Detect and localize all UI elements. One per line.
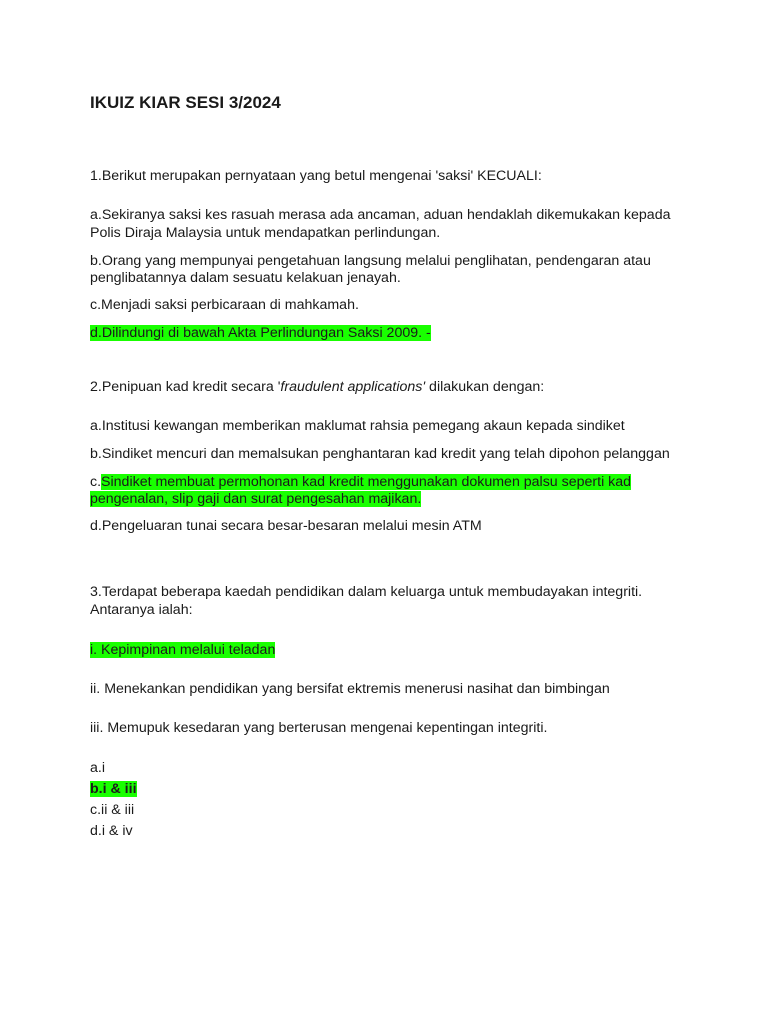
q2-stem-pre: 2.Penipuan kad kredit secara ' — [90, 379, 281, 395]
q2-option-d: d.Pengeluaran tunai secara besar-besaran melalui mesin ATM — [90, 518, 482, 534]
q2-option-a: a.Institusi kewangan memberikan maklumat rahsia pemegang akaun kepada sindiket — [90, 418, 625, 434]
q2-option-c-line2 — [90, 491, 421, 508]
q1-option-d-highlight: d.Dilindungi di bawah Akta Perlindungan Saksi 2009. - — [90, 325, 431, 341]
q2-option-c-highlight-2: pengenalan, slip gaji dan surat pengesahan majikan. — [90, 491, 422, 507]
document-title: IKUIZ KIAR SESI 3/2024 — [90, 93, 281, 112]
q1-option-d — [90, 325, 431, 342]
q3-stem-line2: Antaranya ialah: — [90, 602, 193, 618]
q1-option-a-line1: a.Sekiranya saksi kes rasuah merasa ada ancaman, aduan hendaklah dikemukakan kepada — [90, 207, 671, 223]
q2-option-c-line1 — [90, 474, 631, 491]
q3-option-b-highlight: b.i & iii — [90, 781, 137, 797]
q3-option-d: d.i & iv — [90, 823, 133, 839]
q3-item-iii: iii. Memupuk kesedaran yang berterusan mengenai kepentingan integriti. — [90, 720, 548, 736]
q1-option-a-line2: Polis Diraja Malaysia untuk mendapatkan perlindungan. — [90, 225, 441, 241]
q2-stem — [90, 379, 544, 396]
q1-stem: 1.Berikut merupakan pernyataan yang betul mengenai 'saksi' KECUALI: — [90, 168, 542, 184]
q2-stem-italic: fraudulent applications' — [280, 379, 426, 395]
q1-option-b-line2: penglibatannya dalam sesuatu kelakuan jenayah. — [90, 270, 401, 286]
q3-option-a: a.i — [90, 760, 105, 776]
q2-option-c-highlight-1: Sindiket membuat permohonan kad kredit menggunakan dokumen palsu seperti kad — [101, 474, 632, 490]
q3-item-i — [90, 642, 275, 659]
q2-stem-post: dilakukan dengan: — [425, 379, 545, 395]
q1-option-b-line1: b.Orang yang mempunyai pengetahuan langsung melalui penglihatan, pendengaran atau — [90, 253, 651, 269]
q2-option-b: b.Sindiket mencuri dan memalsukan penghantaran kad kredit yang telah dipohon pelanggan — [90, 446, 670, 462]
q3-option-b — [90, 781, 137, 798]
q3-item-i-highlight: i. Kepimpinan melalui teladan — [90, 642, 276, 658]
q3-item-ii: ii. Menekankan pendidikan yang bersifat ektremis menerusi nasihat dan bimbingan — [90, 681, 610, 697]
q3-stem-line1: 3.Terdapat beberapa kaedah pendidikan dalam keluarga untuk membudayakan integriti. — [90, 584, 643, 600]
q1-option-c: c.Menjadi saksi perbicaraan di mahkamah. — [90, 297, 359, 313]
q2-option-c-prefix: c. — [90, 474, 102, 490]
q3-option-c: c.ii & iii — [90, 802, 135, 818]
